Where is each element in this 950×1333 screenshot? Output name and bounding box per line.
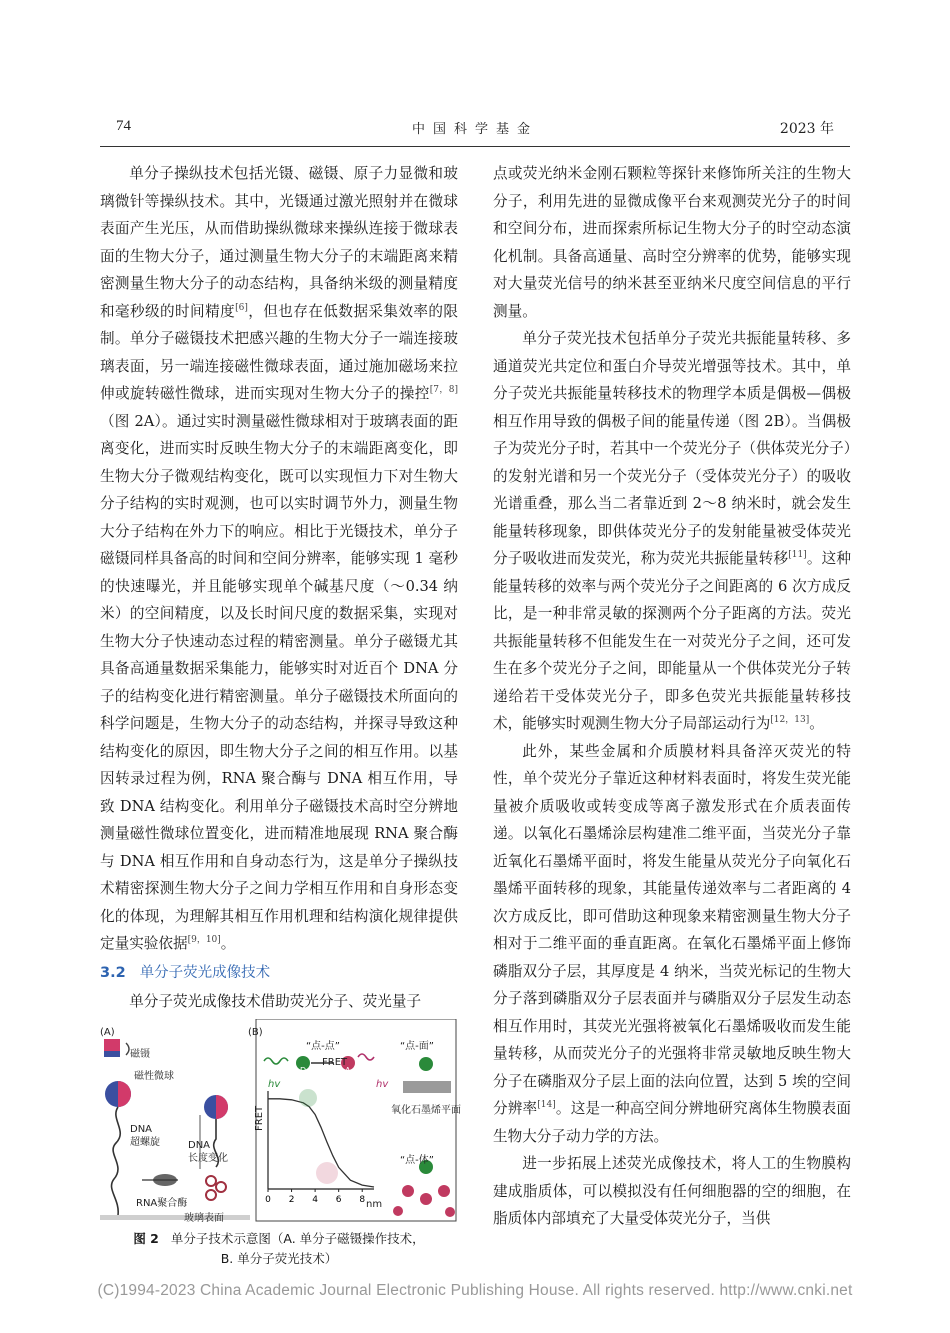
paragraph-manipulation: 单分子操纵技术包括光镊、磁镊、原子力显微和玻璃微针等操纵技术。其中，光镊通过激光照射并在微球表面产生光压，从而借助操纵微球来操纵连接于微球表面的生物大分子，通过测量生物大分子的末端距离来精密测量生物大分子的动态结构，具备纳米级的测量精度和毫秒级的时间精度[6]，但也存在低数据采集效率的限制。单分子磁镊技术把感兴趣的生物大分子一端连接玻璃表面，另一端连接磁性微球表面，通过施加磁场来拉伸或旋转磁性微球，进而实现对生物大分子的操控[7，8]（图 2A）。通过实时测量磁性微球相对于玻璃表面的距离变化，进而实时反映生物大分子的末端距离变化，即生物大分子微观结构变化，既可以实现恒力下对生物大分子结构的实时观测，也可以实时调节外力，测量生物大分子结构在外力下的响应。相比于光镊技术，单分子磁镊同样具备高的时间和空间分辨率，能够实现 1 毫秒的快速曝光，并且能够实现单个碱基尺度（～0.34 纳米）的空间精度，以及长时间尺度的数据采集，实现对生物大分子快速动态过程的精密测量。单分子磁镊尤其具备高通量数据采集能力，能够实时对近百个 DNA 分子的结构变化进行精密测量。单分子磁镊技术所面向的科学问题是，生物大分子的动态结构，并探寻导致这种结构变化的原因，即生物大分子之间的相互作用。以基因转录过程为例，RNA 聚合酶与 DNA 相互作用，导致 DNA 结构变化。利用单分子磁镊技术高时空分辨地测量磁性微球位置变化，进而精准地展现 RNA 聚合酶与 DNA 相互作用和自身动态行为，这是单分子操纵技术精密探测生物大分子之间力学相互作用和自身形态变化的体现，为理解其相互作用机理和结构演化规律提供定量实验依据[9，10]。 (100, 165, 458, 952)
magnet-label: 磁镊 (130, 1049, 150, 1060)
dna-length-label: DNA (188, 1140, 211, 1151)
hv-excitation-label: hv (268, 1079, 281, 1090)
point-surface-label: “点-面” (400, 1041, 434, 1052)
graphene-label: 氧化石墨烯平面 (391, 1105, 461, 1116)
supercoil-label: 超螺旋 (130, 1137, 160, 1148)
fret-plot (265, 1091, 374, 1205)
section-title: 单分子荧光成像技术 (139, 964, 271, 981)
figure-2 (100, 1019, 461, 1225)
graphene-oxide-plane (403, 1081, 451, 1093)
dna-label: DNA (130, 1124, 153, 1135)
magnetic-bead-right-half (216, 1095, 228, 1119)
caption-line-1: 单分子技术示意图（A. 单分子磁镊操作技术， (170, 1231, 425, 1246)
high-fret-marker (299, 1089, 317, 1107)
dna-loop (216, 1182, 226, 1192)
fret-x-tick-label: 0 (265, 1195, 271, 1205)
low-fret-glow (316, 1162, 338, 1184)
journal-name: 中国科学基金 (411, 122, 538, 137)
citation[interactable]: [9，10] (187, 935, 221, 945)
magnet-icon-base (104, 1051, 120, 1057)
dna-loop (206, 1176, 216, 1186)
left-column (100, 160, 461, 1269)
panel-b-letter: (B) (248, 1027, 263, 1038)
acceptor-volume-icon (402, 1185, 414, 1197)
length-change-label: 长度变化 (188, 1153, 228, 1164)
caption-title: 图 2 (133, 1231, 159, 1246)
acceptor-volume-icon (438, 1185, 450, 1197)
dna-loop (206, 1190, 216, 1200)
dna-strand-left (112, 1107, 121, 1215)
magnetic-bead-half (118, 1081, 131, 1107)
page-number: 74 (116, 118, 131, 134)
fret-x-tick-label: 8 (359, 1195, 366, 1205)
paragraph-fret: 单分子荧光技术包括单分子荧光共振能量转移、多通道荧光共定位和蛋白介导荧光增强等技术。其中，单分子荧光共振能量转移技术的物理学本质是偶极—偶极相互作用导致的偶极子间的能量传递（图 2B）。当偶极子为荧光分子时，若其中一个荧光分子（供体荧光分子）的发射光谱和另一个荧光分子（受体荧光分子）的吸收光谱重叠，那么当二者靠近到 2～8 纳米时，就会发生能量转移现象，即供体荧光分子的发射能量被受体荧光分子吸收进而发荧光，称为荧光共振能量转移[11]。这种能量转移的效率与两个荧光分子之间距离的 6 次方成反比，是一种非常灵敏的探测两个分子距离的方法。荧光共振能量转移不但能发生在一对荧光分子之间，还可发生在多个荧光分子之间，即能量从一个供体荧光分子转递给若干受体荧光分子，即多色荧光共振能量转移技术，能够实时观测生物大分子局部运动行为[12，13]。 (493, 330, 851, 732)
polymerase-label: RNA聚合酶 (136, 1198, 188, 1209)
emission-wave-icon (358, 1054, 374, 1060)
fret-axis-label: FRET (254, 1105, 265, 1131)
fret-x-tick-label: 4 (312, 1195, 318, 1205)
acceptor-volume-icon (445, 1207, 455, 1217)
acceptor-volume-icon (420, 1193, 432, 1205)
fret-x-unit: nm (366, 1199, 383, 1210)
panel-a-letter: (A) (100, 1027, 115, 1038)
acceptor-letter: A (345, 1066, 351, 1075)
fret-x-tick-label: 2 (288, 1195, 295, 1205)
citation[interactable]: [12，13] (770, 715, 810, 725)
fret-arrow-label: FRET (322, 1057, 348, 1068)
figure-caption (100, 1229, 458, 1269)
paragraph-graphene: 此外，某些金属和介质膜材料具备淬灭荧光的特性，单个荧光分子靠近这种材料表面时，将发生荧光能量被介质吸收或转变成等离子激发形式在介质表面传递。以氧化石墨烯涂层构建准二维平面，当荧光分子靠近氧化石墨烯平面时，将发生能量从荧光分子向氧化石墨烯平面转移的现象，其能量传递效率与二者距离的 4 次方成反比，即可借助这种现象来精密测量生物大分子相对于二维平面的垂直距离。在氧化石墨烯平面上修饰磷脂双分子层，其厚度是 4 纳米，当荧光标记的生物大分子落到磷脂双分子层表面并与磷脂双分子层发生动态相互作用时，其荧光光强将被氧化石墨烯吸收而发生能量转移，从而荧光分子的光强将非常灵敏地反映生物大分子在磷脂双分子层上面的法向位置，达到 5 埃的空间分辨率[14]。这是一种高空间分辨地研究离体生物膜表面生物大分子动力学的方法。 (493, 742, 851, 1145)
publication-year: 2023 年 (779, 121, 834, 137)
caption-line-2: B. 单分子荧光技术） (220, 1251, 338, 1266)
copyright-footer: (C)1994-2023 China Academic Journal Electronic Publishing House. All rights reserved. http://www.cnki.net (97, 1282, 853, 1299)
excitation-wave-icon (264, 1058, 288, 1064)
citation[interactable]: [6] (235, 302, 248, 313)
header-rule (100, 146, 850, 147)
point-point-label: “点-点” (306, 1041, 340, 1052)
page-header (116, 118, 834, 142)
acceptor-volume-icon (393, 1206, 403, 1216)
point-volume-label: “点-体” (400, 1155, 434, 1166)
paragraph-liposome: 进一步拓展上述荧光成像技术，将人工的生物膜构建成脂质体，可以模拟没有任何细胞器的空的细胞，在脂质体内部填充了大量受体荧光分子，当供 (493, 1155, 851, 1227)
citation[interactable]: [7，8] (429, 385, 458, 395)
citation[interactable]: [11] (788, 550, 807, 560)
hv-emission-label: hv (376, 1079, 389, 1090)
paragraph-fluorescence-intro: 单分子荧光成像技术借助荧光分子、荧光量子 (129, 992, 422, 1010)
fret-x-tick-label: 6 (335, 1195, 342, 1205)
citation[interactable]: [14] (537, 1100, 556, 1110)
donor-letter: D (300, 1066, 307, 1075)
section-number: 3.2 (100, 964, 126, 981)
paragraph-probes: 点或荧光纳米金刚石颗粒等探针来修饰所关注的生物大分子，利用先进的显微成像平台来观测荧光分子的时间和空间分布，进而探索所标记生物大分子的时空动态演化机制。具备高通量、高时空分辨率的优势，能够实现对大量荧光信号的纳米甚至亚纳米尺度空间信息的平行测量。 (493, 165, 851, 320)
bead-label: 磁性微球 (134, 1071, 174, 1082)
right-column (493, 160, 851, 1233)
section-heading (100, 960, 458, 986)
glass-label: 玻璃表面 (184, 1213, 224, 1224)
rotation-arrow-icon (126, 1043, 129, 1055)
